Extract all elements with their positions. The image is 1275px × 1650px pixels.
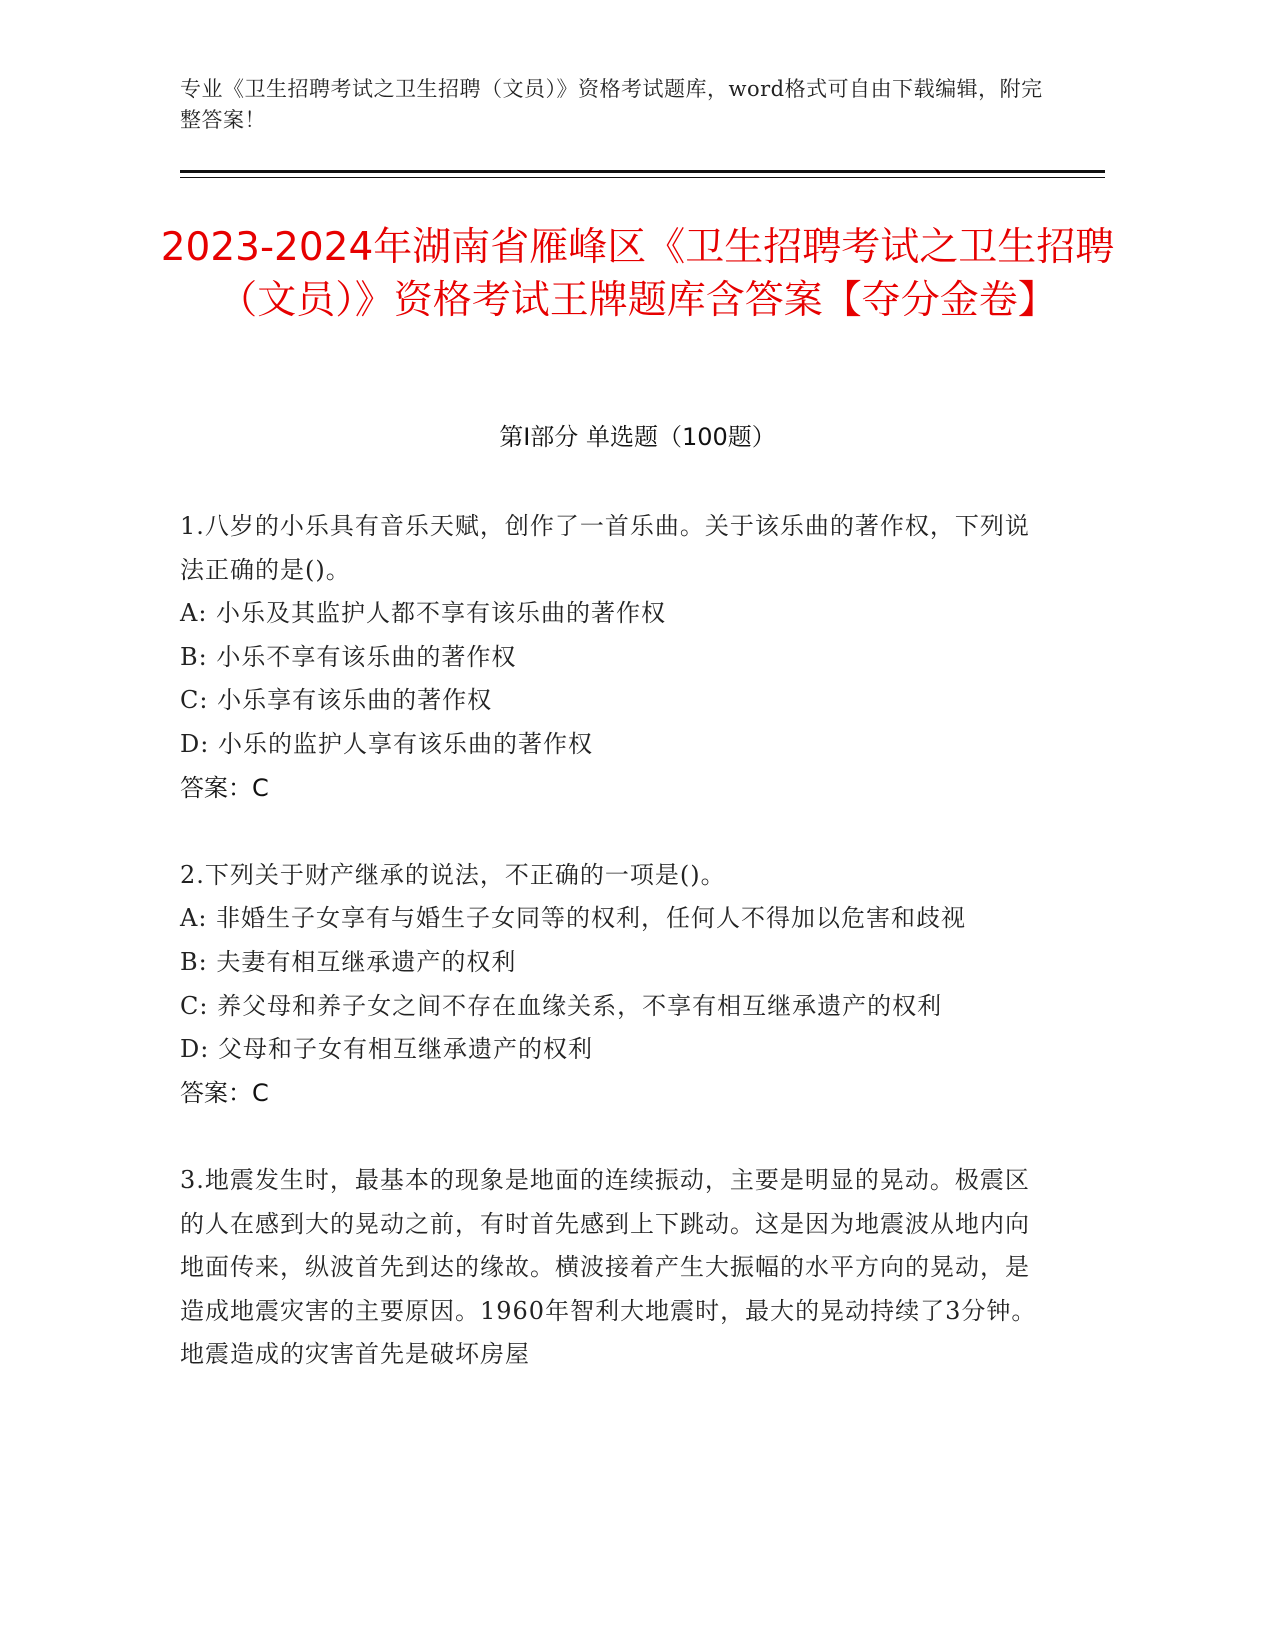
answer: 答案：C xyxy=(180,773,269,802)
question-3 xyxy=(180,1159,1040,1377)
option-b: B: 小乐不享有该乐曲的著作权 xyxy=(180,642,517,671)
header-note: 专业《卫生招聘考试之卫生招聘（文员）》资格考试题库，word格式可自由下载编辑，附完整答案！ xyxy=(180,77,1043,132)
document-title: 2023-2024年湖南省雁峰区《卫生招聘考试之卫生招聘（文员）》资格考试王牌题库含答案【夺分金卷】 xyxy=(160,225,1115,323)
answer: 答案：C xyxy=(180,1078,269,1107)
question-2 xyxy=(180,854,1040,1116)
question-stem: 3.地震发生时，最基本的现象是地面的连续振动，主要是明显的晃动。极震区的人在感到大的晃动之前，有时首先感到上下跳动。这是因为地震波从地内向地面传来，纵波首先到达的缘故。横波接着产生大振幅的水平方向的晃动，是造成地震灾害的主要原因。1960年智利大地震时，最大的晃动持续了3分钟。地震造成的灾害首先是破坏房屋 xyxy=(180,1165,1037,1369)
option-d: D: 父母和子女有相互继承遗产的权利 xyxy=(180,1035,593,1064)
question-stem: 2.下列关于财产继承的说法，不正确的一项是()。 xyxy=(180,860,726,889)
option-d: D: 小乐的监护人享有该乐曲的著作权 xyxy=(180,729,593,758)
option-a: A: 非婚生子女享有与婚生子女同等的权利，任何人不得加以危害和歧视 xyxy=(180,904,967,933)
question-1 xyxy=(180,505,1040,810)
question-list xyxy=(180,505,1040,1420)
section-heading: 第Ⅰ部分 单选题（100题） xyxy=(499,423,776,451)
header-divider-thin xyxy=(180,177,1105,178)
question-stem: 1.八岁的小乐具有音乐天赋，创作了一首乐曲。关于该乐曲的著作权，下列说法正确的是()。 xyxy=(180,512,1030,584)
option-c: C: 小乐享有该乐曲的著作权 xyxy=(180,686,493,715)
option-b: B: 夫妻有相互继承遗产的权利 xyxy=(180,947,517,976)
option-a: A: 小乐及其监护人都不享有该乐曲的著作权 xyxy=(180,599,667,628)
option-c: C: 养父母和养子女之间不存在血缘关系，不享有相互继承遗产的权利 xyxy=(180,991,943,1020)
header-divider-thick xyxy=(180,170,1105,173)
